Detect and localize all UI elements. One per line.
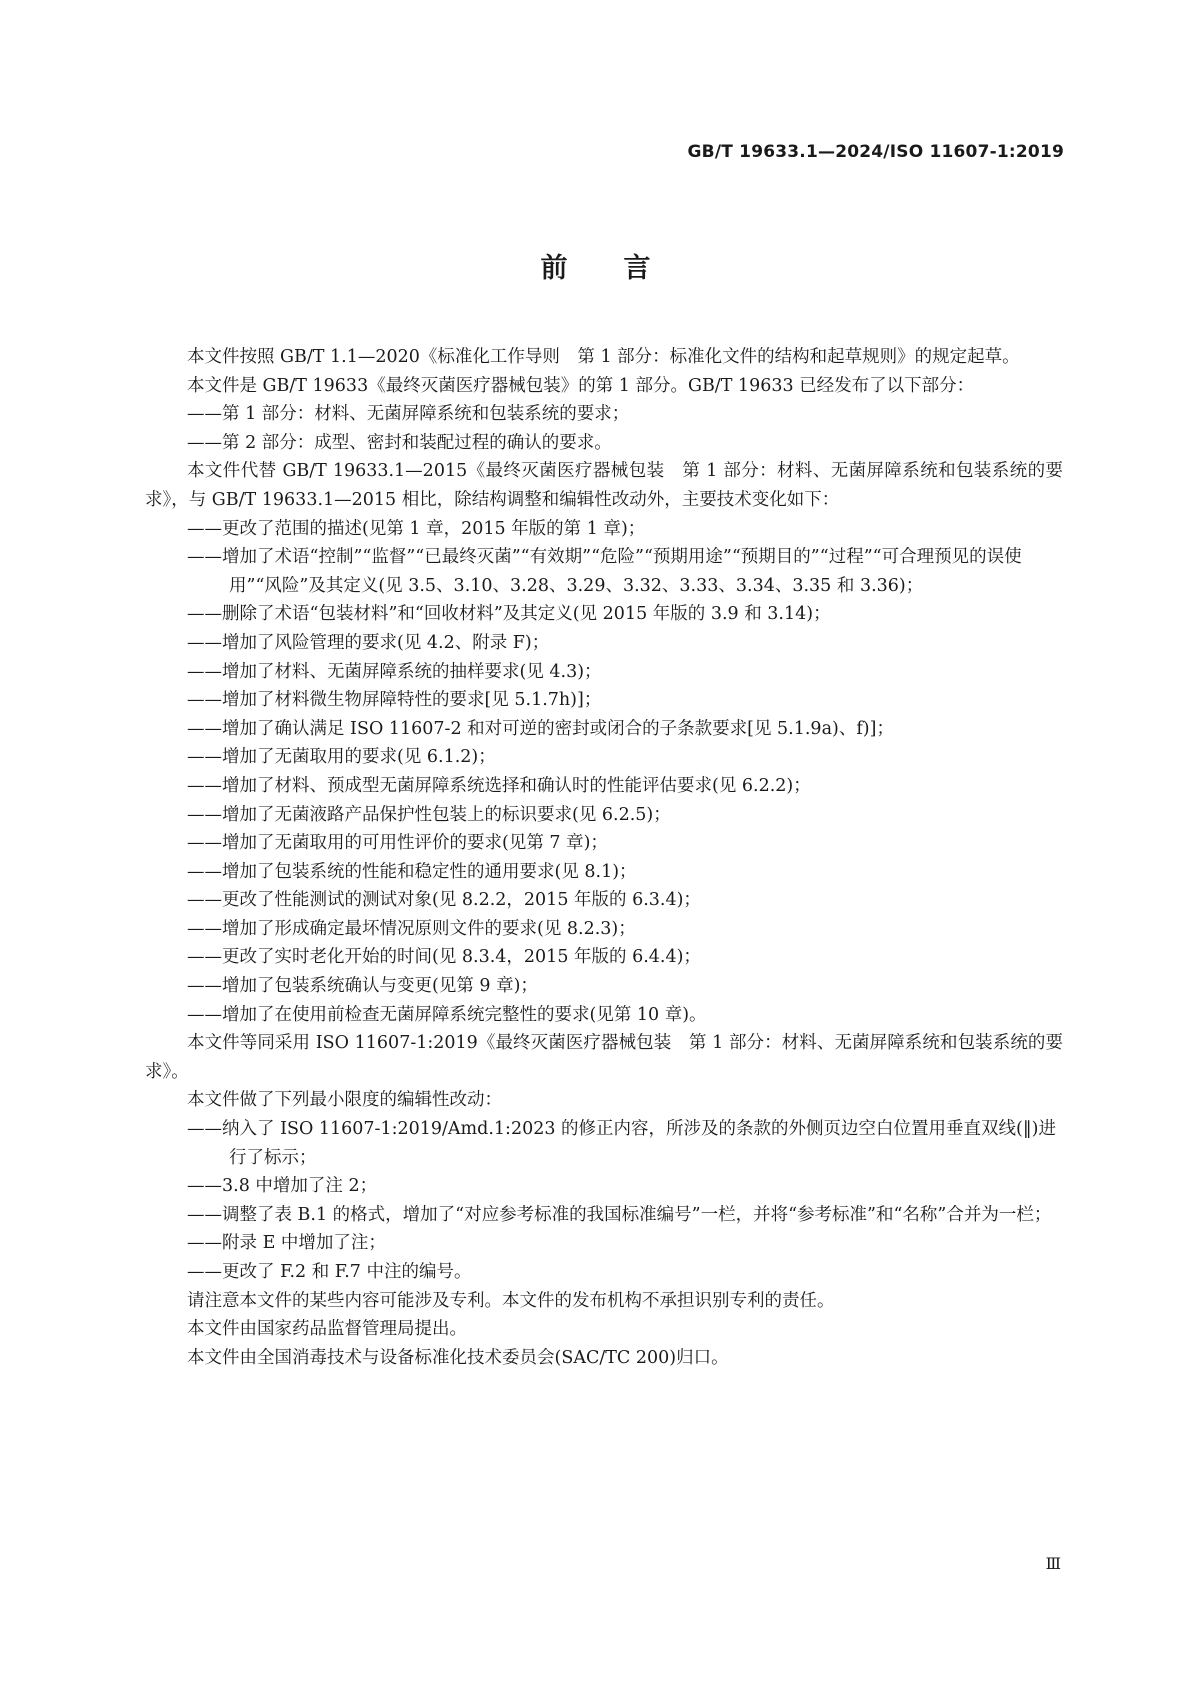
list-item: ——增加了确认满足 ISO 11607-2 和对可逆的密封或闭合的子条款要求[见 5.1.9a)、f)]； (187, 718, 894, 739)
list-item: ——更改了实时老化开始的时间(见 8.3.4，2015 年版的 6.4.4)； (187, 947, 701, 968)
list-item: ——增加了无菌取用的要求(见 6.1.2)； (187, 747, 496, 768)
paragraph: 本文件做了下列最小限度的编辑性改动： (187, 1090, 502, 1111)
preface-body (145, 343, 1063, 1372)
list-item: ——增加了材料、无菌屏障系统的抽样要求(见 4.3)； (187, 661, 602, 682)
list-item: ——第 1 部分：材料、无菌屏障系统和包装系统的要求； (187, 404, 630, 425)
paragraph: 本文件是 GB/T 19633《最终灭菌医疗器械包装》的第 1 部分。GB/T 19633 已经发布了以下部分： (187, 375, 975, 396)
list-item: ——更改了范围的描述(见第 1 章，2015 年版的第 1 章)； (187, 518, 646, 539)
list-item: ——增加了包装系统的性能和稳定性的通用要求(见 8.1)； (187, 861, 637, 882)
list-item: ——增加了材料、预成型无菌屏障系统选择和确认时的性能评估要求(见 6.2.2)； (187, 775, 811, 796)
paragraph: 本文件等同采用 ISO 11607-1:2019《最终灭菌医疗器械包装 第 1 部分：材料、无菌屏障系统和包装系统的要求》。 (145, 1033, 1063, 1082)
list-item: ——纳入了 ISO 11607-1:2019/Amd.1:2023 的修正内容，所涉及的条款的外侧页边空白位置用垂直双线(‖)进行了标示； (187, 1119, 1056, 1168)
paragraph: 本文件由全国消毒技术与设备标准化技术委员会(SAC/TC 200)归口。 (187, 1347, 729, 1368)
list-item: ——增加了在使用前检查无菌屏障系统完整性的要求(见第 10 章)。 (187, 1004, 707, 1025)
paragraph: 本文件代替 GB/T 19633.1—2015《最终灭菌医疗器械包装 第 1 部分：材料、无菌屏障系统和包装系统的要求》，与 GB/T 19633.1—2015 相比，除结构调整和编辑性改动外，主要技术变化如下： (145, 461, 1063, 510)
list-item: ——3.8 中增加了注 2； (187, 1176, 378, 1197)
list-item: ——增加了无菌液路产品保护性包装上的标识要求(见 6.2.5)； (187, 804, 671, 825)
paragraph: 请注意本文件的某些内容可能涉及专利。本文件的发布机构不承担识别专利的责任。 (187, 1290, 835, 1311)
list-item: ——增加了包装系统确认与变更(见第 9 章)； (187, 976, 538, 997)
list-item: ——更改了 F.2 和 F.7 中注的编号。 (187, 1262, 472, 1282)
page-number: Ⅲ (1045, 1554, 1061, 1573)
list-item: ——更改了性能测试的测试对象(见 8.2.2，2015 年版的 6.3.4)； (187, 890, 701, 911)
list-item: ——增加了风险管理的要求(见 4.2、附录 F)； (187, 632, 550, 653)
page-title: 前言 (540, 253, 707, 284)
list-item: ——删除了术语“包装材料”和“回收材料”及其定义(见 2015 年版的 3.9 和 3.14)； (187, 604, 831, 625)
list-item: ——附录 E 中增加了注； (187, 1233, 386, 1254)
list-item: ——增加了材料微生物屏障特性的要求[见 5.1.7h)]； (187, 690, 602, 711)
list-item: ——增加了术语“控制”“监督”“已最终灭菌”“有效期”“危险”“预期用途”“预期目的”“过程”“可合理预见的误使用”“风险”及其定义(见 3.5、3.10、3.28、3.29、3.32、3.33、3.34、3.35 和 3.36)； (187, 547, 1022, 596)
list-item: ——第 2 部分：成型、密封和装配过程的确认的要求。 (187, 432, 612, 453)
paragraph: 本文件由国家药品监督管理局提出。 (187, 1319, 467, 1340)
list-item: ——调整了表 B.1 的格式，增加了“对应参考标准的我国标准编号”一栏，并将“参考标准”和“名称”合并为一栏； (187, 1204, 1052, 1225)
list-item: ——增加了形成确定最坏情况原则文件的要求(见 8.2.3)； (187, 918, 636, 939)
paragraph: 本文件按照 GB/T 1.1—2020《标准化工作导则 第 1 部分：标准化文件的结构和起草规则》的规定起草。 (187, 347, 1020, 367)
list-item: ——增加了无菌取用的可用性评价的要求(见第 7 章)； (187, 833, 608, 854)
standard-number: GB/T 19633.1—2024/ISO 11607-1:2019 (687, 142, 1064, 162)
